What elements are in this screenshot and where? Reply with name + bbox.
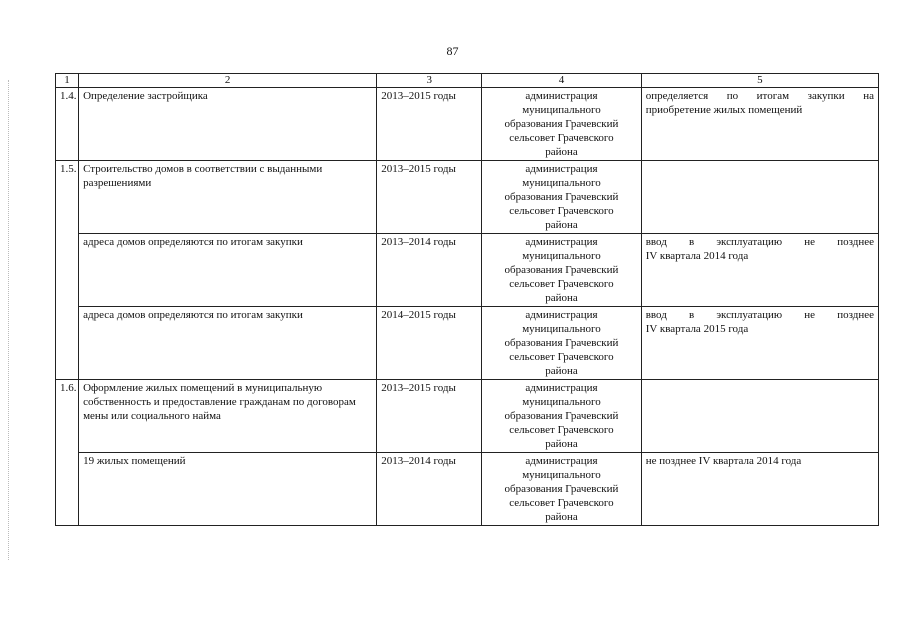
row-description: адреса домов определяются по итогам закупки xyxy=(79,307,377,380)
page-number: 87 xyxy=(446,44,459,58)
header-col-3: 3 xyxy=(377,74,482,88)
row-result xyxy=(641,88,878,161)
table-row xyxy=(56,161,879,234)
table-body xyxy=(56,88,879,526)
executor-line: сельсовет Грачевского xyxy=(509,351,614,363)
executor-line: сельсовет Грачевского xyxy=(509,278,614,290)
executor-line: района xyxy=(545,219,578,231)
executor-line: района xyxy=(545,292,578,304)
scan-margin-marks xyxy=(8,80,11,560)
executor-line: района xyxy=(545,365,578,377)
executor-line: администрация xyxy=(525,236,598,248)
row-description: Оформление жилых помещений в муниципальную собственность и предоставление гражданам по договорам мены или социального найма xyxy=(79,380,377,453)
result-text: определяется по итогам закупки на xyxy=(645,90,874,102)
row-number: 1.5. xyxy=(56,161,79,380)
executor-line: образования Грачевский xyxy=(504,118,619,130)
row-description: адреса домов определяются по итогам закупки xyxy=(79,234,377,307)
executor-line: администрация xyxy=(525,382,598,394)
row-executor xyxy=(482,234,642,307)
row-executor xyxy=(482,453,642,526)
executor-line: сельсовет Грачевского xyxy=(509,205,614,217)
program-table xyxy=(55,73,879,526)
row-period: 2014–2015 годы xyxy=(377,307,482,380)
row-result xyxy=(641,234,878,307)
executor-line: администрация xyxy=(525,163,598,175)
row-period: 2013–2015 годы xyxy=(377,161,482,234)
table-row xyxy=(56,234,879,307)
row-executor xyxy=(482,161,642,234)
executor-line: образования Грачевский xyxy=(504,337,619,349)
executor-line: администрация xyxy=(525,90,598,102)
row-number: 1.6. xyxy=(56,380,79,526)
executor-line: муниципального xyxy=(522,250,601,262)
row-number: 1.4. xyxy=(56,88,79,161)
row-period: 2013–2014 годы xyxy=(377,234,482,307)
result-text-continued: IV квартала 2015 года xyxy=(645,323,749,335)
row-period: 2013–2015 годы xyxy=(377,380,482,453)
header-col-2: 2 xyxy=(79,74,377,88)
result-text-continued: приобретение жилых помещений xyxy=(645,104,803,116)
header-col-5: 5 xyxy=(641,74,878,88)
executor-line: образования Грачевский xyxy=(504,483,619,495)
row-period: 2013–2015 годы xyxy=(377,88,482,161)
row-result xyxy=(641,453,878,526)
executor-line: сельсовет Грачевского xyxy=(509,424,614,436)
executor-line: муниципального xyxy=(522,177,601,189)
row-description: 19 жилых помещений xyxy=(79,453,377,526)
header-col-4: 4 xyxy=(482,74,642,88)
row-description: Определение застройщика xyxy=(79,88,377,161)
executor-line: муниципального xyxy=(522,396,601,408)
executor-line: администрация xyxy=(525,455,598,467)
header-col-1: 1 xyxy=(56,74,79,88)
result-text: ввод в эксплуатацию не позднее xyxy=(645,309,874,321)
executor-line: района xyxy=(545,511,578,523)
executor-line: образования Грачевский xyxy=(504,410,619,422)
table-row xyxy=(56,88,879,161)
table-row xyxy=(56,453,879,526)
row-description: Строительство домов в соответствии с выданными разрешениями xyxy=(79,161,377,234)
table-row xyxy=(56,380,879,453)
header-row xyxy=(56,74,879,88)
executor-line: района xyxy=(545,438,578,450)
row-executor xyxy=(482,380,642,453)
table-header xyxy=(56,74,879,88)
row-result xyxy=(641,307,878,380)
executor-line: образования Грачевский xyxy=(504,191,619,203)
executor-line: муниципального xyxy=(522,323,601,335)
result-text: не позднее IV квартала 2014 года xyxy=(645,455,802,467)
table-row xyxy=(56,307,879,380)
executor-line: муниципального xyxy=(522,104,601,116)
executor-line: района xyxy=(545,146,578,158)
executor-line: администрация xyxy=(525,309,598,321)
row-period: 2013–2014 годы xyxy=(377,453,482,526)
executor-line: сельсовет Грачевского xyxy=(509,132,614,144)
row-executor xyxy=(482,307,642,380)
row-executor xyxy=(482,88,642,161)
executor-line: сельсовет Грачевского xyxy=(509,497,614,509)
result-text-continued: IV квартала 2014 года xyxy=(645,250,749,262)
row-result xyxy=(641,380,878,453)
executor-line: образования Грачевский xyxy=(504,264,619,276)
result-text: ввод в эксплуатацию не позднее xyxy=(645,236,874,248)
row-result xyxy=(641,161,878,234)
executor-line: муниципального xyxy=(522,469,601,481)
